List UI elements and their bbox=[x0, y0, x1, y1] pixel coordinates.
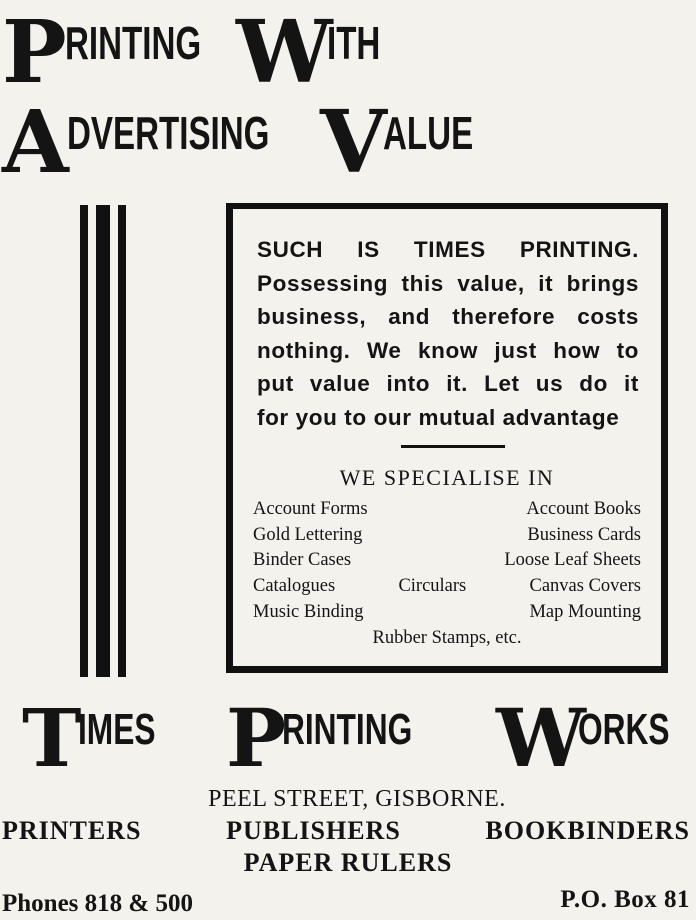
decorative-bar bbox=[80, 205, 88, 677]
drop-cap: T bbox=[22, 691, 82, 785]
specialties-row bbox=[253, 497, 641, 523]
drop-cap: P bbox=[226, 691, 287, 785]
company-word-rest: RINTING bbox=[282, 705, 413, 754]
box-line: business, and therefore costs bbox=[257, 304, 639, 329]
box-line: nothing. We know just how to bbox=[257, 337, 639, 363]
headline-word: RINTING bbox=[64, 17, 201, 69]
specialties-row bbox=[253, 574, 641, 600]
headline-word: ITH bbox=[326, 17, 380, 69]
company-word bbox=[496, 691, 696, 785]
specialise-heading: WE SPECIALISE IN bbox=[339, 465, 555, 490]
specialties-row bbox=[253, 548, 641, 574]
services-line bbox=[0, 816, 696, 846]
drop-cap: A bbox=[2, 92, 69, 193]
specialties-row bbox=[253, 626, 641, 652]
specialty-item: Rubber Stamps, etc. bbox=[372, 627, 522, 648]
box-line: SUCH IS TIMES PRINTING. bbox=[257, 237, 639, 262]
specialty-item: Gold Lettering bbox=[253, 524, 363, 545]
headline-word: DVERTISING bbox=[66, 107, 270, 159]
specialties-list bbox=[253, 497, 641, 651]
info-box bbox=[226, 203, 668, 673]
box-line: Possessing this value, it brings bbox=[257, 270, 639, 296]
divider-rule bbox=[401, 445, 505, 448]
specialty-item: Account Forms bbox=[253, 499, 368, 519]
headline-word: ALUE bbox=[382, 107, 473, 159]
specialties-row bbox=[253, 600, 641, 626]
service-item: PRINTERS bbox=[2, 816, 142, 845]
specialty-item: Account Books bbox=[526, 499, 641, 519]
drop-cap: V bbox=[320, 92, 387, 193]
drop-cap: W bbox=[496, 691, 586, 785]
service-item: BOOKBINDERS bbox=[485, 816, 690, 845]
box-line: put value into it. Let us do it bbox=[257, 371, 639, 396]
specialty-item: Binder Cases bbox=[253, 550, 352, 571]
specialty-item: Catalogues bbox=[253, 576, 336, 597]
specialty-item: Map Mounting bbox=[529, 601, 641, 622]
box-line: for you to our mutual advantage bbox=[257, 404, 620, 430]
drop-cap: W bbox=[236, 2, 333, 103]
headline-line-2b bbox=[320, 92, 508, 193]
headline-line-1 bbox=[2, 2, 254, 103]
company-word bbox=[226, 691, 463, 785]
company-word-rest: IMES bbox=[77, 705, 155, 754]
box-paragraph bbox=[257, 233, 639, 434]
address: PEEL STREET, GISBORNE. bbox=[208, 786, 506, 812]
headline-line-1b bbox=[236, 2, 401, 103]
drop-cap: P bbox=[2, 2, 67, 103]
phone-numbers: Phones 818 & 500 bbox=[2, 890, 193, 917]
specialty-item: Canvas Covers bbox=[529, 576, 641, 597]
decorative-bar bbox=[118, 205, 126, 677]
service-item: PUBLISHERS bbox=[226, 816, 401, 845]
specialty-item: Music Binding bbox=[253, 601, 364, 622]
specialty-item: Loose Leaf Sheets bbox=[504, 550, 641, 571]
service-paper-rulers: PAPER RULERS bbox=[243, 848, 453, 877]
specialty-item: Circulars bbox=[398, 576, 467, 597]
po-box: P.O. Box 81 bbox=[560, 886, 690, 913]
decorative-bar bbox=[96, 205, 110, 677]
company-word-rest: ORKS bbox=[577, 705, 670, 754]
specialties-row bbox=[253, 523, 641, 549]
specialty-item: Business Cards bbox=[527, 524, 641, 545]
company-word bbox=[22, 691, 185, 785]
headline-line-2 bbox=[2, 92, 348, 193]
